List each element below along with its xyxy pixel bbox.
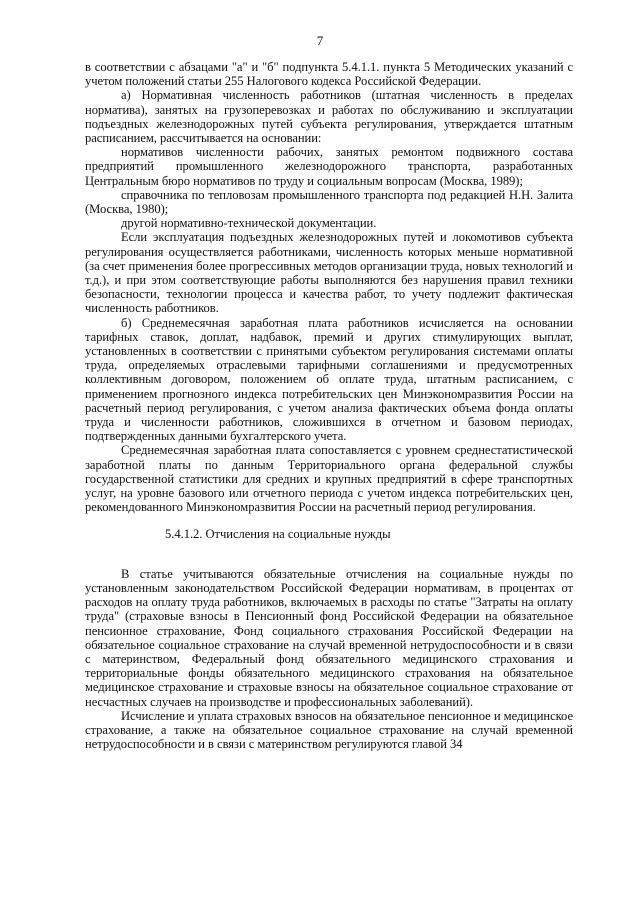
paragraph: другой нормативно-технической документации. [121, 216, 377, 231]
paragraph: а) Нормативная численность работников (штатная численность в пределах норматива), занятых на грузоперевозках и работах по обслуживанию и эксплуатации подъездных железнодорожных путей субъекта регулирования, утверждается штатным расписанием, рассчитывается на основании: [85, 88, 573, 146]
paragraph: Если эксплуатация подъездных железнодорожных путей и локомотивов субъекта регулирования осуществляется работниками, численность которых меньше нормативной (за счет применения более прогрессивных методов организации труда, новых технологий и т.д.), и при этом соответствующие работы выполняются без нарушения правил техники безопасности, технологии процесса и качества работ, то учету подлежит фактическая численность работников. [85, 230, 573, 316]
paragraph: В статье учитываются обязательные отчисления на социальные нужды по установленным законодательством Российской Федерации нормативам, в процентах от расходов на оплату труда работников, включаемых в расходы по статье "Затраты на оплату труда" (страховые взносы в Пенсионный фонд Российской Федерации на обязательное пенсионное страхование, Фонд социального страхования Российской Федерации на обязательное социальное страхование на случай временной нетрудоспособности и в связи с материнством, Федеральный фонд обязательного медицинского страхования и территориальные фонды обязательного медицинского страхования на обязательное медицинское страхование и страховые взносы на обязательное социальное страхование от несчастных случаев на производстве и профессиональных заболеваний). [85, 566, 573, 709]
paragraph: Исчисление и уплата страховых взносов на обязательное пенсионное и медицинское страхование, а также на обязательное социальное страхование на случай временной нетрудоспособности и в связи с материнством регулируются главой 34 [85, 708, 573, 752]
section-heading: 5.4.1.2. Отчисления на социальные нужды [165, 526, 391, 541]
page-number: 7 [316, 33, 324, 48]
paragraph: в соответствии с абзацами "а" и "б" подпункта 5.4.1.1. пункта 5 Методических указаний с учетом положений статьи 255 Налогового кодекса Российской Федерации. [85, 60, 573, 89]
paragraph: б) Среднемесячная заработная плата работников исчисляется на основании тарифных ставок, доплат, надбавок, премий и других стимулирующих выплат, установленных в соответствии с принятыми субъектом регулирования системами оплаты труда, определяемых отраслевыми тарифными соглашениями и предусмотренных коллективным договором, положением об оплате труда, штатным расписанием, с применением прогнозного индекса потребительских цен Минэкономразвития России на расчетный период регулирования, с учетом анализа фактических объема фонда оплаты труда и численности работников, сложившихся в отчетном и базовом периодах, подтвержденных данными бухгалтерского учета. [85, 315, 573, 444]
document-body [85, 60, 573, 751]
paragraph: нормативов численности рабочих, занятых ремонтом подвижного состава предприятий промышленного железнодорожного транспорта, разработанных Центральным бюро нормативов по труду и социальным вопросам (Москва, 1989); [85, 145, 573, 188]
paragraph: справочника по тепловозам промышленного транспорта под редакцией Н.Н. Залита (Москва, 1980); [85, 187, 573, 217]
paragraph: Среднемесячная заработная плата сопоставляется с уровнем среднестатистической заработной платы по данным Территориального органа федеральной службы государственной статистики для средних и крупных предприятий в сфере транспортных услуг, на уровне базового или отчетного периода с учетом индекса потребительских цен, рекомендованного Минэкономразвития России на расчетный период регулирования. [85, 443, 573, 515]
